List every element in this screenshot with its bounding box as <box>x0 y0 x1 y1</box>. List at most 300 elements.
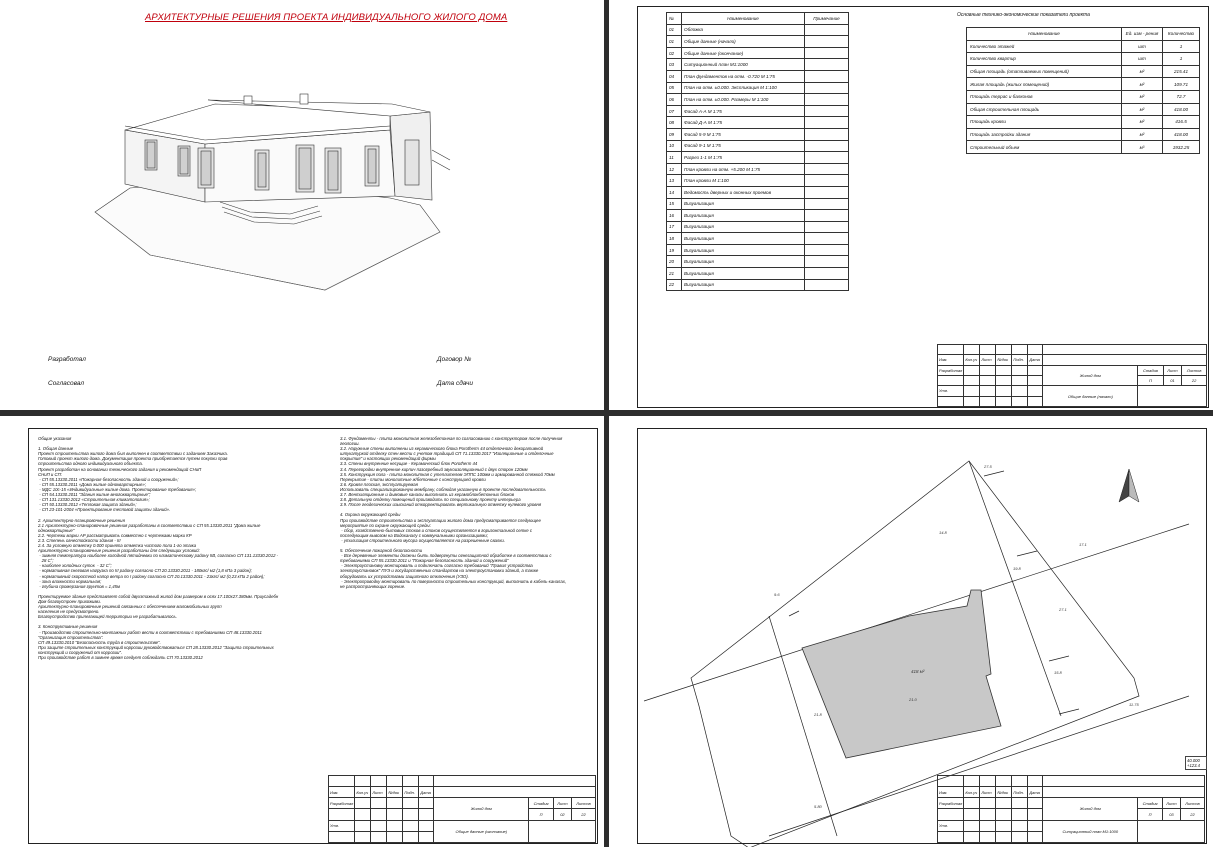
tep-table <box>966 27 1200 154</box>
stamp-cell <box>964 365 980 375</box>
stamp-cell <box>329 831 355 842</box>
stamp-stage-header: Стадия <box>1138 365 1163 375</box>
stamp-col-label: Дата <box>1028 355 1043 365</box>
dimension-label: 11.75 <box>1129 702 1139 707</box>
stamp-project: Жилой дом <box>1043 798 1138 820</box>
sheet-name: Визуализация <box>682 268 805 280</box>
sheet-number: 01 <box>667 24 682 36</box>
stamp-cell <box>996 820 1012 831</box>
tep-row <box>967 141 1200 154</box>
sheet-note <box>805 221 849 233</box>
sheet-list-row <box>667 59 849 71</box>
cover-title: АРХИТЕКТУРНЫЕ РЕШЕНИЯ ПРОЕКТА ИНДИВИДУАЛЬНОГО ЖИЛОГО ДОМА <box>145 12 508 23</box>
site-plan-page <box>609 416 1213 847</box>
stamp-role: Утв. <box>938 820 964 831</box>
dimension-label: 15.8 <box>1054 670 1062 675</box>
stamp-stage-value: 03 <box>1162 809 1180 820</box>
stamp-cell <box>938 375 964 385</box>
stamp-cell <box>1012 365 1028 375</box>
sheet-note <box>805 128 849 140</box>
stamp-cell <box>980 798 996 809</box>
sheet-name: Фасад Д-А М 1:75 <box>682 117 805 129</box>
sheet-name: Общие данные (начало) <box>682 36 805 48</box>
sheet-list-row <box>667 47 849 59</box>
stamp-table <box>937 344 1207 407</box>
sheet-note <box>805 175 849 187</box>
tep-row <box>967 103 1200 116</box>
developed-label: Разработал <box>48 356 86 363</box>
sheet-list-table <box>666 12 849 291</box>
stamp-stage-header: Стадия <box>529 798 554 809</box>
stamp-cell <box>1028 345 1043 355</box>
sheet-number: 20 <box>667 256 682 268</box>
stamp-cell <box>1012 375 1028 385</box>
tep-name: Количество этажей <box>967 40 1122 53</box>
tep-value: 109.71 <box>1163 78 1200 91</box>
tep-unit: шт <box>1122 53 1163 66</box>
stamp-cell <box>1012 820 1028 831</box>
sheet-number: 03 <box>667 59 682 71</box>
stamp-cell <box>1043 787 1205 798</box>
sheet-note <box>805 36 849 48</box>
stamp-sheet-name: Ситуационный план М1:1000 <box>1043 820 1138 842</box>
stamp-cell <box>1043 776 1205 787</box>
stamp-cell <box>996 386 1012 396</box>
sheet-list-row <box>667 128 849 140</box>
stamp-table <box>937 775 1205 843</box>
col-header: Наименование <box>682 13 805 25</box>
stamp-role: Разработал <box>938 798 964 809</box>
stamp-cell <box>1012 776 1028 787</box>
stamp-cell <box>1028 831 1043 842</box>
stamp-cell <box>938 776 964 787</box>
sheet-list-row <box>667 117 849 129</box>
stamp-cell <box>964 798 980 809</box>
stamp-cell <box>964 831 980 842</box>
stamp-cell <box>980 375 996 385</box>
dimension-label: 19.8 <box>1013 566 1021 571</box>
sheet-name: Ведомость дверных и оконных проемов <box>682 186 805 198</box>
sheet-note <box>805 163 849 175</box>
dimension-label: 17.1 <box>1079 542 1087 547</box>
sheet-list-row <box>667 175 849 187</box>
sheet-list-row <box>667 186 849 198</box>
sheet-number: 21 <box>667 268 682 280</box>
sheet-list-page <box>609 0 1213 410</box>
tep-name: Жилая площадь (жилых помещений) <box>967 78 1122 91</box>
stamp-cell <box>996 831 1012 842</box>
sheet-note <box>805 256 849 268</box>
sheet-name: Разрез 1-1 М 1:75 <box>682 152 805 164</box>
stamp-cell <box>964 386 980 396</box>
stamp-cell <box>980 345 996 355</box>
col-header: Примечание <box>805 13 849 25</box>
stamp-stage-header: Лист <box>1163 365 1182 375</box>
stamp-cell <box>387 820 403 831</box>
north-arrow-icon <box>1119 469 1139 502</box>
sheet-list-row <box>667 256 849 268</box>
notes-column-2: 3.1. Фундаменты - плита монолитная железобетонная по согласованию с конструктором после получения геологии. 3.2. Наружные стены выполнены из керамического блока Porotherm 44 отделочного декоративной штукатуркой отделку стен вести с учетом традиций СП 71.13330.2017 "Изоляционные и отделочные покрытия" и настоящих рекомендаций фирмы 3.3. Стены внутренние несущие - Керамический блок Porotherm 44 3.4. Перегородки внутренние кирпич пазогребный звукоизоляционный с двух сторон 120мм 3.5. Конструкция пола - плита монолитная с утеплителем ЭППС 100мм и армированной стяжкой 70мм Перекрытие - плиты монолитные ж/бетонные с конструкцией кровли 3.6. Кровля плоская, эксплуатируемая Использовать специализированную мембрану, соблюдая указанную в проекте последовательность 3.7. Вентиляционные и дымовые каналы выполнить из керамоблокбетонных блоков 3.8. Детальную отделку помещений производить по специальному проекту интерьера 3.9. После геодезических изысканий откорректировать вертикальную отметку нулевого уровня 4. Охрана окружающей среды При производстве строительства и эксплуатации жилого дома предусматривается следующее мероприятие по охране окружающей среды: - сбор, хозяйственно-бытовых стоков и стоков осуществляется в горизонтальной сетке с последующим вывозом на Водоканалу с коммунальными организациями; - утилизация строительного мусора осуществляется на разрешенные свалки. 5. Обеспечение пожарной безопасности - Все деревянные элементы должны быть подвергнуты огнезащитной обработке в соответствии с требованиями СП 55.13330.2011 и "Пожарная безопасность зданий и сооружений" - Электроустановку монтировать и подключать согласно требований "Правил устройства электроустановок" ПУЭ и государственных стандартов на электроустановки зданий, а также оборудовать их устройствами защитного отключения (УЗО). - Электропроводку монтировать по поверхности строительных конструкций, выполнить в кабель-каналах, не распространяющих горение. <box>340 436 567 589</box>
sheet-note <box>805 82 849 94</box>
tep-value: 1932.25 <box>1163 141 1200 154</box>
stamp-cell <box>387 776 403 787</box>
sheet-note <box>805 70 849 82</box>
sheet-list-header <box>667 13 849 25</box>
sheet-number: 09 <box>667 128 682 140</box>
sheet-number: 17 <box>667 221 682 233</box>
stamp-table <box>328 775 596 843</box>
sheet-number: 10 <box>667 140 682 152</box>
stamp-cell <box>980 809 996 820</box>
tep-value: 418.00 <box>1163 128 1200 141</box>
tep-row <box>967 40 1200 53</box>
stamp-cell <box>996 345 1012 355</box>
stamp-cell <box>355 798 371 809</box>
sheet-number: 22 <box>667 279 682 291</box>
stamp-cell <box>371 831 387 842</box>
sheet-name: План кровли на отм. +5.200 М 1:75 <box>682 163 805 175</box>
sheet-list-row <box>667 36 849 48</box>
sheet-name: Визуализация <box>682 279 805 291</box>
sheet-name: Фасад А-А М 1:75 <box>682 105 805 117</box>
stamp-cell <box>1138 820 1205 842</box>
sheet-note <box>805 210 849 222</box>
stamp-cell <box>419 809 434 820</box>
col-header: Количество <box>1163 28 1200 41</box>
sheet-list-row <box>667 94 849 106</box>
stamp-cell <box>980 776 996 787</box>
stamp-cell <box>329 776 355 787</box>
stamp-stage-value: 22 <box>572 809 596 820</box>
stamp-cell <box>419 776 434 787</box>
tep-value: 1 <box>1163 53 1200 66</box>
stamp-stage-header: Лист <box>553 798 571 809</box>
stamp-cell <box>403 820 419 831</box>
stamp-cell <box>964 345 980 355</box>
sheet-list-row <box>667 268 849 280</box>
stamp-cell <box>1028 776 1043 787</box>
tep-row <box>967 53 1200 66</box>
stamp-cell <box>996 809 1012 820</box>
sheet-list-row <box>667 279 849 291</box>
stamp-cell <box>938 345 964 355</box>
stamp-col-label: Кол.уч <box>964 787 980 798</box>
tep-name: Строительный объем <box>967 141 1122 154</box>
stamp-cell <box>1012 386 1028 396</box>
sheet-note <box>805 105 849 117</box>
general-notes-page <box>0 416 604 847</box>
tep-value: 1 <box>1163 40 1200 53</box>
sheet-name: Обложка <box>682 24 805 36</box>
sheet-number: 11 <box>667 152 682 164</box>
tep-unit: м² <box>1122 65 1163 78</box>
sheet-note <box>805 94 849 106</box>
sheet-number: 05 <box>667 82 682 94</box>
stamp-stage-value: П <box>529 809 554 820</box>
tep-unit: м² <box>1122 103 1163 116</box>
col-header: Наименование <box>967 28 1122 41</box>
stamp-cell <box>1012 798 1028 809</box>
stamp-col-label: Подп. <box>1012 787 1028 798</box>
sheet-list-row <box>667 210 849 222</box>
elevation-note <box>1185 756 1207 770</box>
dimension-label: 27.1 <box>1059 607 1067 612</box>
sheet-name: Визуализация <box>682 221 805 233</box>
stamp-col-label: №док <box>387 787 403 798</box>
sheet-note <box>805 152 849 164</box>
stamp-cell <box>1028 375 1043 385</box>
sheet-list-row <box>667 163 849 175</box>
stamp-cell <box>403 798 419 809</box>
tep-name: Количество квартир <box>967 53 1122 66</box>
stamp-cell <box>938 831 964 842</box>
sheet-list-row <box>667 105 849 117</box>
stamp-cell <box>419 820 434 831</box>
stamp-cell <box>980 831 996 842</box>
sheet-name: Ситуационный план М1:1000 <box>682 59 805 71</box>
stamp-cell <box>1028 820 1043 831</box>
stamp-col-label: Изм. <box>938 355 964 365</box>
stamp-cell <box>964 776 980 787</box>
sheet-name: План фундаментов на отм. -0.720 М 1:75 <box>682 70 805 82</box>
stamp-cell <box>996 396 1012 406</box>
stamp-cell <box>996 365 1012 375</box>
tep-unit: шт <box>1122 40 1163 53</box>
cover-sheet <box>0 0 604 410</box>
stamp-cell <box>980 386 996 396</box>
sheet-number: 15 <box>667 198 682 210</box>
stamp-cell <box>371 809 387 820</box>
contract-label: Договор № <box>437 356 472 363</box>
sheet-name: Общие данные (окончание) <box>682 47 805 59</box>
dimension-label: 9.6 <box>774 592 780 597</box>
sheet-number: 04 <box>667 70 682 82</box>
sheet-name: Фасад 5-9 М 1:75 <box>682 128 805 140</box>
tep-value: 72.7 <box>1163 90 1200 103</box>
stamp-col-label: Изм. <box>329 787 355 798</box>
stamp-cell <box>996 776 1012 787</box>
sheet-note <box>805 233 849 245</box>
sheet-note <box>805 59 849 71</box>
stamp-cell <box>1138 386 1207 407</box>
stamp-cell <box>1028 809 1043 820</box>
tep-unit: м² <box>1122 128 1163 141</box>
tep-unit: м² <box>1122 90 1163 103</box>
tep-row <box>967 65 1200 78</box>
sheet-number: 14 <box>667 186 682 198</box>
dimension-label: 27.5 <box>984 464 992 469</box>
stamp-col-label: Изм. <box>938 787 964 798</box>
agreed-label: Согласовал <box>48 380 85 387</box>
stamp-stage-header: Лист <box>1162 798 1180 809</box>
tep-value: 416.5 <box>1163 116 1200 129</box>
dimension-label: 21.8 <box>814 712 822 717</box>
elevation-note-bottom: +123.4 <box>1187 763 1200 768</box>
sheet-list-row <box>667 198 849 210</box>
building-footprint <box>802 590 1001 758</box>
stamp-cell <box>371 776 387 787</box>
stamp-cell <box>1043 345 1207 355</box>
stamp-cell <box>403 776 419 787</box>
sheet-number: 02 <box>667 47 682 59</box>
stamp-cell <box>980 396 996 406</box>
stamp-stage-header: Стадия <box>1138 798 1163 809</box>
tep-title: Основные технико-экономические показатели проекта <box>957 12 1090 18</box>
stamp-cell <box>387 831 403 842</box>
stamp-col-label: Кол.уч <box>964 355 980 365</box>
sheet-list-row <box>667 152 849 164</box>
stamp-stage-value: 01 <box>1163 375 1182 385</box>
dimension-label: 21.0 <box>909 697 917 702</box>
stamp-stage-value: 22 <box>1182 375 1207 385</box>
sheet-number: 19 <box>667 244 682 256</box>
tep-name: Общая площадь (отапливаемых помещений) <box>967 65 1122 78</box>
sheet-name: Визуализация <box>682 233 805 245</box>
stamp-col-label: Дата <box>419 787 434 798</box>
stamp-cell <box>1012 345 1028 355</box>
notes-column-1: Общие указания 1. Общая данные Проект строительства жилого дома был выполнен в соответствии с заданием Заказчика. Готовый проект жилого дома. Документация проекта приобретается путем покупки прав строительства одного индивидуального объекта. Проект разработан на основании технического задания и рекомендаций СНиП СНиП и СП: - СП 55.13330.2011 «Пожарная безопасность зданий и сооружений»; - СП 55.13330.2011 «Дома жилые одноквартирные»; - МДС 10с-15 «Индивидуальные жилые дома. Проектирование требования»; - СП 54.13330.2011 "Здания жилые многоквартирные"; - СП 131.13330.2012 «Строительная климатология»; - СП 50.13330.2012 «Тепловая защита зданий»; - СП 23-101-2004 «Проектирование тепловой защиты зданий». 2. Архитектурно-планировочные решения 2.1 Архитектурно-планировочные решения разработаны в соответствии с СП 55.13330.2011 "Дома жилые одноквартирные" 2.2. Чертежи марки АР рассматривать совместно с чертежами марки КР 2.3. Степень огнестойкости здания - III 2.4. За условную отметку 0.000 принята отметка чистого пола 1-го этажа Архитектурно-планировочные решения разработаны для следующих условий: - зимняя температура наиболее холодной пятидневки по климатическому району IIВ, согласно СП 131.13330.2012 - 28 С°; - наиболее холодных суток - 32 С°; - нормативная снеговая нагрузка по III району согласно СП 20.13330.2011 - 180кгс/ м2 (1,8 кПа 3 район); - нормативный скоростной напор ветра по I району согласно СП 20.13330.2011 - 23кгс/ м2 (0,23 кПа 2 район); - зона влажности нормальная; - глубина промерзания грунтов = 1,45м Проектируемое здание представляет собой двухэтажный жилой дом размером в осях 17.100х27.380мм. Приусадебн Дом благоустроен прихожими. Архитектурно-планировочные решений связанных с обеспечением маломобильных групп населения не предусмотрено. Благоустройство прилегающей территории не разрабатывалось. 3. Конструктивные решения - Производство строительно-монтажных работ вести в соответствии с требованиями СП 48.13330.2011 "Организация строительства". СП 49.13330.2010 "Безопасность труда в строительстве". При защите строительных конструкций коррозии руководствоваться СП 28.13330.2012 "Защита строительных конструкций и сооружений от коррозии". При производстве работ в зимнее время следует соблюдать СП 70.13330.2012 <box>38 436 279 661</box>
sheet-note <box>805 47 849 59</box>
stamp-cell <box>1028 386 1043 396</box>
sheet-name: План на отм. ±0.000. Экспликация М 1:100 <box>682 82 805 94</box>
stamp-col-label: Лист <box>371 787 387 798</box>
title-block <box>937 775 1205 842</box>
stamp-cell <box>434 776 596 787</box>
sheet-name: Визуализация <box>682 210 805 222</box>
stamp-cell <box>419 831 434 842</box>
stamp-cell <box>964 396 980 406</box>
sheet-name: План кровли М 1:100 <box>682 175 805 187</box>
sheet-name: Визуализация <box>682 244 805 256</box>
stamp-cell <box>434 787 596 798</box>
tep-name: Площадь кровли <box>967 116 1122 129</box>
stamp-cell <box>355 809 371 820</box>
tep-name: Общая строительная площадь <box>967 103 1122 116</box>
stamp-cell <box>329 809 355 820</box>
sheet-list-row <box>667 221 849 233</box>
elevation-note-top: 40.000 <box>1187 758 1200 763</box>
stamp-cell <box>938 396 964 406</box>
stamp-cell <box>1012 809 1028 820</box>
sheet-number: 18 <box>667 233 682 245</box>
tep-value: 215.41 <box>1163 65 1200 78</box>
dimension-label: 5.80 <box>814 804 822 809</box>
stamp-project: Жилой дом <box>434 798 529 820</box>
tep-header <box>967 28 1200 41</box>
stamp-cell <box>980 365 996 375</box>
stamp-cell <box>1028 396 1043 406</box>
sheet-name: Визуализация <box>682 256 805 268</box>
stamp-col-label: Подп. <box>1012 355 1028 365</box>
sheet-note <box>805 244 849 256</box>
stamp-cell <box>403 809 419 820</box>
building-area-label: 418 м² <box>911 669 925 674</box>
stamp-cell <box>1028 798 1043 809</box>
tep-row <box>967 78 1200 91</box>
stamp-col-label: Лист <box>980 355 996 365</box>
stamp-stage-value: П <box>1138 809 1163 820</box>
tep-unit: м² <box>1122 116 1163 129</box>
stamp-cell <box>1028 365 1043 375</box>
stamp-cell <box>980 820 996 831</box>
sheet-list-row <box>667 233 849 245</box>
stamp-stage-header: Листов <box>1181 798 1205 809</box>
sheet-number: 12 <box>667 163 682 175</box>
tep-name: Площадь террас и балконов <box>967 90 1122 103</box>
sheet-list-row <box>667 82 849 94</box>
sheet-list-row <box>667 140 849 152</box>
stamp-sheet-name: Общие данные (окончание) <box>434 820 529 842</box>
stamp-role: Разработал <box>938 365 964 375</box>
sheet-number: 16 <box>667 210 682 222</box>
sheet-note <box>805 24 849 36</box>
stamp-project: Жилой дом <box>1043 365 1138 386</box>
date-label: Дата сдачи <box>437 380 473 387</box>
stamp-cell <box>1012 831 1028 842</box>
sheet-number: 01 <box>667 36 682 48</box>
tep-row <box>967 128 1200 141</box>
stamp-stage-header: Листов <box>1182 365 1207 375</box>
stamp-col-label: №док <box>996 787 1012 798</box>
sheet-list-row <box>667 70 849 82</box>
stamp-stage-value: 22 <box>1181 809 1205 820</box>
col-header: № <box>667 13 682 25</box>
stamp-cell <box>938 809 964 820</box>
sheet-note <box>805 140 849 152</box>
sheet-note <box>805 117 849 129</box>
stamp-role: Утв. <box>938 386 964 396</box>
tep-unit: м³ <box>1122 141 1163 154</box>
stamp-role: Разработал <box>329 798 355 809</box>
stamp-cell <box>403 831 419 842</box>
stamp-cell <box>355 820 371 831</box>
stamp-cell <box>1043 355 1207 365</box>
stamp-cell <box>355 831 371 842</box>
stamp-col-label: Кол.уч <box>355 787 371 798</box>
col-header: Ед. изм - рения <box>1122 28 1163 41</box>
sheet-number: 07 <box>667 105 682 117</box>
stamp-cell <box>387 809 403 820</box>
stamp-col-label: Дата <box>1028 787 1043 798</box>
stamp-col-label: №док <box>996 355 1012 365</box>
stamp-cell <box>996 375 1012 385</box>
stamp-cell <box>529 820 596 842</box>
house-3d-render <box>0 0 604 410</box>
stamp-stage-header: Листов <box>572 798 596 809</box>
stamp-cell <box>371 798 387 809</box>
stamp-col-label: Подп. <box>403 787 419 798</box>
sheet-list-row <box>667 24 849 36</box>
stamp-cell <box>387 798 403 809</box>
stamp-cell <box>964 820 980 831</box>
tep-row <box>967 116 1200 129</box>
stamp-role: Утв. <box>329 820 355 831</box>
title-block <box>328 775 596 842</box>
sheet-name: Визуализация <box>682 198 805 210</box>
stamp-cell <box>1012 396 1028 406</box>
stamp-col-label: Лист <box>980 787 996 798</box>
sheet-note <box>805 186 849 198</box>
tep-row <box>967 90 1200 103</box>
sheet-number: 06 <box>667 94 682 106</box>
stamp-cell <box>996 798 1012 809</box>
sheet-number: 08 <box>667 117 682 129</box>
tep-value: 418.00 <box>1163 103 1200 116</box>
sheet-note <box>805 198 849 210</box>
tep-unit: м² <box>1122 78 1163 91</box>
sheet-number: 13 <box>667 175 682 187</box>
stamp-cell <box>355 776 371 787</box>
